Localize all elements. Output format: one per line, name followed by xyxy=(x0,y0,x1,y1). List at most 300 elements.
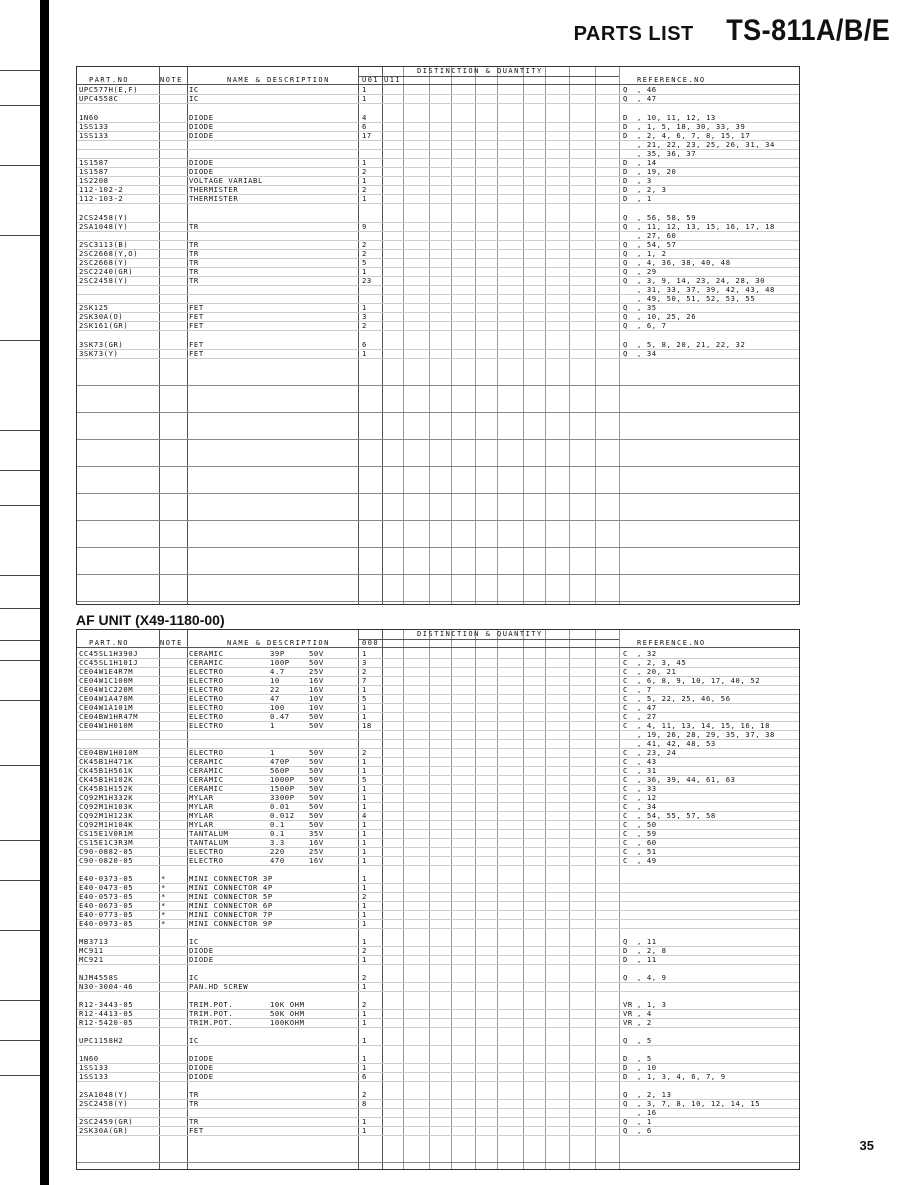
part-value: 10K OHM xyxy=(270,1000,305,1009)
column-divider xyxy=(523,67,524,604)
part-number: CE04BW1HR47M xyxy=(79,712,139,721)
part-number: 2SA1048(Y) xyxy=(79,222,129,231)
reference-list: , 49, 50, 51, 52, 53, 55 xyxy=(637,294,756,303)
reference-prefix: Q xyxy=(623,94,628,103)
part-name: THERMISTER xyxy=(189,185,239,194)
reference-list: , 34 xyxy=(637,802,657,811)
part-number: 1SS133 xyxy=(79,131,109,140)
part-name: MINI CONNECTOR 5P xyxy=(189,892,273,901)
reference-list: , 33 xyxy=(637,784,657,793)
part-number: CC45SL1H390J xyxy=(79,649,139,658)
part-number: CK45B1H561K xyxy=(79,766,134,775)
reference-list: , 6, 8, 9, 10, 17, 40, 52 xyxy=(637,676,761,685)
part-name: DIODE xyxy=(189,946,214,955)
quantity: 18 xyxy=(362,721,372,730)
part-number: R12-5420-05 xyxy=(79,1018,134,1027)
quantity-column-header: 000 xyxy=(362,639,380,647)
row-divider xyxy=(77,793,799,794)
part-number: 1N60 xyxy=(79,113,99,122)
reference-prefix: C xyxy=(623,748,628,757)
part-name: THERMISTER xyxy=(189,194,239,203)
reference-list: , 29 xyxy=(637,267,657,276)
reference-prefix: Q xyxy=(623,1117,628,1126)
row-divider xyxy=(77,203,799,204)
column-divider xyxy=(497,67,498,604)
quantity: 1 xyxy=(362,649,367,658)
column-divider xyxy=(497,630,498,1169)
reference-list: , 2, 3 xyxy=(637,185,667,194)
quantity: 1 xyxy=(362,94,367,103)
column-divider xyxy=(382,67,383,604)
voltage-rating: 50V xyxy=(309,658,324,667)
part-number: MB3713 xyxy=(79,937,109,946)
reference-list: , 10, 11, 12, 13 xyxy=(637,113,716,122)
quantity: 2 xyxy=(362,249,367,258)
reference-prefix: C xyxy=(623,658,628,667)
quantity: 2 xyxy=(362,240,367,249)
reference-prefix: C xyxy=(623,847,628,856)
reference-prefix: C xyxy=(623,775,628,784)
reference-prefix: Q xyxy=(623,276,628,285)
row-divider xyxy=(77,194,799,195)
part-name: TRIM.POT. xyxy=(189,1009,234,1018)
quantity: 1 xyxy=(362,982,367,991)
row-divider xyxy=(77,1135,799,1136)
quantity: 2 xyxy=(362,667,367,676)
part-number: CQ92M1H332K xyxy=(79,793,134,802)
reference-prefix: Q xyxy=(623,340,628,349)
quantity: 1 xyxy=(362,303,367,312)
part-no-header: PART.NO xyxy=(89,639,130,647)
reference-prefix: C xyxy=(623,820,628,829)
column-divider xyxy=(451,630,452,1169)
part-number: 2SK30A(GR) xyxy=(79,1126,129,1135)
reference-prefix: VR xyxy=(623,1018,633,1027)
part-name: TRIM.POT. xyxy=(189,1018,234,1027)
reference-prefix: C xyxy=(623,703,628,712)
reference-prefix: Q xyxy=(623,240,628,249)
part-number: UPC1158H2 xyxy=(79,1036,124,1045)
part-number: CE04W1C100M xyxy=(79,676,134,685)
part-value: 3.3 xyxy=(270,838,285,847)
quantity: 1 xyxy=(362,1063,367,1072)
column-divider xyxy=(403,630,404,1169)
reference-prefix: D xyxy=(623,1054,628,1063)
part-number: UPC4558C xyxy=(79,94,119,103)
part-number: CK45B1H152K xyxy=(79,784,134,793)
part-number: MC921 xyxy=(79,955,104,964)
part-name: ELECTRO xyxy=(189,856,224,865)
row-divider xyxy=(77,1162,799,1163)
reference-list: , 35, 36, 37 xyxy=(637,149,697,158)
reference-list: , 41, 42, 48, 53 xyxy=(637,739,716,748)
reference-list: , 31 xyxy=(637,766,657,775)
part-number: N30-3004-46 xyxy=(79,982,134,991)
part-number: CC45SL1H101J xyxy=(79,658,139,667)
reference-list: , 2, 4, 6, 7, 8, 15, 17 xyxy=(637,131,751,140)
quantity: 1 xyxy=(362,901,367,910)
reference-prefix: Q xyxy=(623,267,628,276)
quantity: 2 xyxy=(362,973,367,982)
part-number: 2SC2459(GR) xyxy=(79,1117,134,1126)
part-number: E40-0973-05 xyxy=(79,919,134,928)
part-name: ELECTRO xyxy=(189,694,224,703)
column-divider xyxy=(545,630,546,1169)
reference-list: , 19, 20 xyxy=(637,167,677,176)
row-divider xyxy=(77,1108,799,1109)
row-divider xyxy=(77,685,799,686)
part-value: 0.1 xyxy=(270,829,285,838)
part-value: 3300P xyxy=(270,793,295,802)
reference-list: , 31, 33, 37, 39, 42, 43, 48 xyxy=(637,285,775,294)
part-value: 0.01 xyxy=(270,802,290,811)
part-value: 100KOHM xyxy=(270,1018,305,1027)
part-name: CERAMIC xyxy=(189,766,224,775)
part-name: DIODE xyxy=(189,122,214,131)
reference-prefix: Q xyxy=(623,1126,628,1135)
quantity: 1 xyxy=(362,793,367,802)
voltage-rating: 25V xyxy=(309,847,324,856)
part-name: MINI CONNECTOR 6P xyxy=(189,901,273,910)
part-name: IC xyxy=(189,973,199,982)
part-name: FET xyxy=(189,340,204,349)
part-number: 2SA1048(Y) xyxy=(79,1090,129,1099)
row-divider xyxy=(77,1009,799,1010)
part-name: TR xyxy=(189,249,199,258)
reference-list: , 3 xyxy=(637,176,652,185)
quantity: 1 xyxy=(362,856,367,865)
reference-prefix: C xyxy=(623,685,628,694)
reference-list: , 27, 60 xyxy=(637,231,677,240)
part-number: CS15E1C3R3M xyxy=(79,838,134,847)
column-divider xyxy=(187,67,188,604)
part-number: CQ92M1H104K xyxy=(79,820,134,829)
part-number: E40-0773-05 xyxy=(79,910,134,919)
column-divider xyxy=(159,67,160,604)
row-divider xyxy=(77,856,799,857)
part-number: 1SS133 xyxy=(79,1063,109,1072)
column-divider xyxy=(429,67,430,604)
row-divider xyxy=(77,1018,799,1019)
note-mark: * xyxy=(161,883,166,892)
row-divider xyxy=(77,466,799,467)
part-name: CERAMIC xyxy=(189,649,224,658)
column-divider xyxy=(159,630,160,1169)
column-divider xyxy=(595,630,596,1169)
part-value: 22 xyxy=(270,685,280,694)
part-value: 1000P xyxy=(270,775,295,784)
part-name: CERAMIC xyxy=(189,658,224,667)
row-divider xyxy=(77,176,799,177)
column-divider xyxy=(545,67,546,604)
part-name: MINI CONNECTOR 4P xyxy=(189,883,273,892)
quantity: 1 xyxy=(362,158,367,167)
part-number: CE04W1A101M xyxy=(79,703,134,712)
part-value: 10 xyxy=(270,676,280,685)
reference-prefix: D xyxy=(623,113,628,122)
part-name: IC xyxy=(189,1036,199,1045)
row-divider xyxy=(77,1081,799,1082)
row-divider xyxy=(77,820,799,821)
quantity: 4 xyxy=(362,811,367,820)
part-name: DIODE xyxy=(189,113,214,122)
part-number: CS15E1V0R1M xyxy=(79,829,134,838)
voltage-rating: 50V xyxy=(309,712,324,721)
reference-list: , 11 xyxy=(637,937,657,946)
row-divider xyxy=(77,303,799,304)
reference-prefix: Q xyxy=(623,213,628,222)
quantity: 2 xyxy=(362,892,367,901)
quantity: 1 xyxy=(362,937,367,946)
quantity: 17 xyxy=(362,131,372,140)
part-name: ELECTRO xyxy=(189,667,224,676)
part-number: 3SK73(GR) xyxy=(79,340,124,349)
note-mark: * xyxy=(161,874,166,883)
row-divider xyxy=(77,231,799,232)
part-number: 1S2208 xyxy=(79,176,109,185)
part-value: 4.7 xyxy=(270,667,285,676)
reference-prefix: D xyxy=(623,955,628,964)
part-name: DIODE xyxy=(189,955,214,964)
reference-list: , 3, 9, 14, 23, 24, 28, 30 xyxy=(637,276,766,285)
voltage-rating: 50V xyxy=(309,775,324,784)
reference-list: , 6, 7 xyxy=(637,321,667,330)
part-name: FET xyxy=(189,1126,204,1135)
reference-list: , 54, 55, 57, 58 xyxy=(637,811,716,820)
quantity: 1 xyxy=(362,829,367,838)
reference-prefix: D xyxy=(623,185,628,194)
part-name: DIODE xyxy=(189,158,214,167)
part-number: E40-0573-05 xyxy=(79,892,134,901)
voltage-rating: 50V xyxy=(309,802,324,811)
reference-prefix: Q xyxy=(623,85,628,94)
part-number: CE04W1E4R7M xyxy=(79,667,134,676)
row-divider xyxy=(77,766,799,767)
reference-list: , 7 xyxy=(637,685,652,694)
column-divider xyxy=(382,630,383,1169)
voltage-rating: 10V xyxy=(309,694,324,703)
edge-tick-marks xyxy=(0,0,40,1185)
part-number: 2CS2458(Y) xyxy=(79,213,129,222)
part-number: 2SC2668(Y,O) xyxy=(79,249,139,258)
part-name: ELECTRO xyxy=(189,847,224,856)
reference-list: , 12 xyxy=(637,793,657,802)
part-name: MYLAR xyxy=(189,793,214,802)
quantity: 4 xyxy=(362,113,367,122)
part-name: FET xyxy=(189,321,204,330)
part-name: TR xyxy=(189,1099,199,1108)
header-divider xyxy=(77,647,799,648)
reference-list: , 23, 24 xyxy=(637,748,677,757)
part-name: CERAMIC xyxy=(189,757,224,766)
reference-list: , 60 xyxy=(637,838,657,847)
quantity: 23 xyxy=(362,276,372,285)
note-header: NOTE xyxy=(160,639,183,647)
note-header: NOTE xyxy=(160,76,183,84)
reference-list: , 5 xyxy=(637,1036,652,1045)
reference-prefix: C xyxy=(623,757,628,766)
voltage-rating: 50V xyxy=(309,820,324,829)
reference-list: , 46 xyxy=(637,85,657,94)
row-divider xyxy=(77,802,799,803)
row-divider xyxy=(77,520,799,521)
row-divider xyxy=(77,547,799,548)
part-number: 1N60 xyxy=(79,1054,99,1063)
part-name: TR xyxy=(189,222,199,231)
distinction-header: DISTINCTION & QUANTITY xyxy=(417,630,543,638)
part-number: R12-3443-05 xyxy=(79,1000,134,1009)
quantity-column-header: U11 xyxy=(384,76,402,84)
quantity: 1 xyxy=(362,955,367,964)
reference-prefix: D xyxy=(623,946,628,955)
reference-list: , 3, 7, 8, 10, 12, 14, 15 xyxy=(637,1099,761,1108)
part-value: 220 xyxy=(270,847,285,856)
reference-prefix: C xyxy=(623,784,628,793)
note-mark: * xyxy=(161,901,166,910)
reference-list: , 59 xyxy=(637,829,657,838)
quantity: 1 xyxy=(362,685,367,694)
part-name: DIODE xyxy=(189,1054,214,1063)
reference-list: , 2 xyxy=(637,1018,652,1027)
part-name: DIODE xyxy=(189,167,214,176)
part-number: E40-0473-05 xyxy=(79,883,134,892)
reference-list: , 1, 5, 18, 30, 33, 39 xyxy=(637,122,746,131)
quantity: 1 xyxy=(362,757,367,766)
note-mark: * xyxy=(161,910,166,919)
quantity-column-header: U01 xyxy=(362,76,380,84)
reference-list: , 47 xyxy=(637,94,657,103)
quantity: 5 xyxy=(362,258,367,267)
part-value: 0.012 xyxy=(270,811,295,820)
part-number: 2SK30A(O) xyxy=(79,312,124,321)
row-divider xyxy=(77,892,799,893)
part-number: C90-0882-05 xyxy=(79,847,134,856)
reference-list: , 47 xyxy=(637,703,657,712)
reference-prefix: Q xyxy=(623,1036,628,1045)
row-divider xyxy=(77,982,799,983)
part-number: UPC577H(E,F) xyxy=(79,85,139,94)
part-name: FET xyxy=(189,303,204,312)
part-name: TRIM.POT. xyxy=(189,1000,234,1009)
reference-list: , 19, 26, 28, 29, 35, 37, 38 xyxy=(637,730,775,739)
part-name: DIODE xyxy=(189,1063,214,1072)
reference-list: , 10 xyxy=(637,1063,657,1072)
row-divider xyxy=(77,1126,799,1127)
row-divider xyxy=(77,883,799,884)
part-value: 39P xyxy=(270,649,285,658)
voltage-rating: 10V xyxy=(309,703,324,712)
voltage-rating: 50V xyxy=(309,784,324,793)
part-name: IC xyxy=(189,937,199,946)
reference-prefix: D xyxy=(623,167,628,176)
header-divider xyxy=(77,84,799,85)
reference-prefix: Q xyxy=(623,937,628,946)
reference-list: , 1 xyxy=(637,194,652,203)
reference-prefix: Q xyxy=(623,321,628,330)
reference-prefix: C xyxy=(623,649,628,658)
part-name: FET xyxy=(189,312,204,321)
reference-list: , 14 xyxy=(637,158,657,167)
reference-prefix: Q xyxy=(623,349,628,358)
quantity: 1 xyxy=(362,194,367,203)
name-header: NAME & DESCRIPTION xyxy=(227,76,330,84)
voltage-rating: 50V xyxy=(309,649,324,658)
quantity: 1 xyxy=(362,1018,367,1027)
quantity: 2 xyxy=(362,946,367,955)
part-number: 112-103-2 xyxy=(79,194,124,203)
row-divider xyxy=(77,574,799,575)
part-name: ELECTRO xyxy=(189,712,224,721)
part-name: MYLAR xyxy=(189,802,214,811)
quantity: 1 xyxy=(362,1009,367,1018)
row-divider xyxy=(77,838,799,839)
column-divider xyxy=(595,67,596,604)
quantity: 2 xyxy=(362,1000,367,1009)
part-number: 112-102-2 xyxy=(79,185,124,194)
row-divider xyxy=(77,249,799,250)
reference-list: , 1 xyxy=(637,1117,652,1126)
quantity: 1 xyxy=(362,910,367,919)
reference-list: , 43 xyxy=(637,757,657,766)
column-divider xyxy=(569,67,570,604)
part-name: MINI CONNECTOR 9P xyxy=(189,919,273,928)
reference-list: , 20, 21 xyxy=(637,667,677,676)
part-name: DIODE xyxy=(189,1072,214,1081)
part-number: 2SC2458(Y) xyxy=(79,1099,129,1108)
reference-prefix: Q xyxy=(623,1099,628,1108)
voltage-rating: 16V xyxy=(309,856,324,865)
reference-prefix: D xyxy=(623,1063,628,1072)
voltage-rating: 50V xyxy=(309,757,324,766)
reference-prefix: D xyxy=(623,122,628,131)
row-divider xyxy=(77,712,799,713)
row-divider xyxy=(77,158,799,159)
quantity: 2 xyxy=(362,748,367,757)
part-value: 100P xyxy=(270,658,290,667)
row-divider xyxy=(77,910,799,911)
part-value: 0.1 xyxy=(270,820,285,829)
quantity: 8 xyxy=(362,1099,367,1108)
reference-prefix: D xyxy=(623,131,628,140)
row-divider xyxy=(77,1117,799,1118)
quantity: 1 xyxy=(362,919,367,928)
row-divider xyxy=(77,703,799,704)
row-divider xyxy=(77,412,799,413)
reference-prefix: D xyxy=(623,158,628,167)
quantity: 1 xyxy=(362,883,367,892)
reference-list: , 2, 13 xyxy=(637,1090,672,1099)
reference-list: , 49 xyxy=(637,856,657,865)
column-divider xyxy=(619,67,620,604)
quantity: 1 xyxy=(362,712,367,721)
quantity: 1 xyxy=(362,349,367,358)
model-title: TS-811A/B/E xyxy=(725,14,890,47)
column-divider xyxy=(475,67,476,604)
row-divider xyxy=(77,991,799,992)
part-name: TR xyxy=(189,267,199,276)
row-divider xyxy=(77,321,799,322)
part-number: CQ92M1H123K xyxy=(79,811,134,820)
reference-list: , 11, 12, 13, 15, 16, 17, 18 xyxy=(637,222,775,231)
reference-list: , 2, 8 xyxy=(637,946,667,955)
reference-list: , 1, 3, 4, 6, 7, 9 xyxy=(637,1072,726,1081)
part-number: 3SK73(Y) xyxy=(79,349,119,358)
reference-prefix: Q xyxy=(623,249,628,258)
column-divider xyxy=(451,67,452,604)
quantity: 1 xyxy=(362,847,367,856)
part-number: E40-0373-05 xyxy=(79,874,134,883)
part-number: CQ92M1H103K xyxy=(79,802,134,811)
